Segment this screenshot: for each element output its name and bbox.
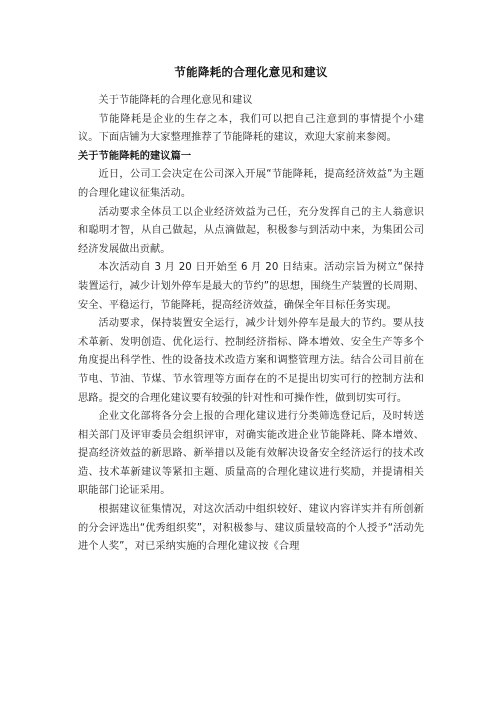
- document-title: 节能降耗的合理化意见和建议: [174, 65, 328, 79]
- paragraph-subtitle: 关于节能降耗的合理化意见和建议: [98, 95, 253, 106]
- paragraph-intro: 节能降耗是企业的生存之本，我们可以把自己注意到的事情提个小建议。下面店铺为大家整理推荐了节能降耗的建议，欢迎大家前来参阅。: [78, 113, 424, 144]
- paragraph-activity-period: 本次活动自 3 月 20 日开始至 6 月 20 日结束。活动宗旨为树立“保持装置运行，减少计划外停车是最大的节约”的思想，围绕生产装置的长周期、安全、平稳运行，节能降耗，提高经济效益，确保全年目标任务实现。: [78, 262, 424, 311]
- section-heading: 关于节能降耗的建议篇一: [78, 150, 192, 162]
- paragraph-activity-notice: 近日，公司工会决定在公司深入开展“节能降耗，提高经济效益”为主题的合理化建议征集活动。: [78, 169, 424, 199]
- paragraph-review-process: 企业文化部将各分会上报的合理化建议进行分类筛选登记后，及时转送相关部门及评审委员会组织评审，对确实能改进企业节能降耗、降本增效、提高经济效益的新思路、新举措以及能有效解决设备安全经济运行的技术改造、技术革新建议等紧扣主题、质量高的合理化建议进行奖励，并提请相关职能部门论证采用。: [78, 411, 424, 497]
- paragraph-awards: 根据建议征集情况，对这次活动中组织较好、建议内容详实并有所创新的分会评选出“优秀组织奖”，对积极参与、建议质量较高的个人授予“活动先进个人奖”，对已采纳实施的合理化建议按《合理: [78, 504, 424, 553]
- paragraph-activity-requirements: 活动要求全体员工以企业经济效益为己任，充分发挥自己的主人翁意识和聪明才智，从自己做起，从点滴做起，积极参与到活动中来，为集团公司经济发展做出贡献。: [78, 206, 424, 255]
- paragraph-detailed-requirements: 活动要求，保持装置安全运行，减少计划外停车是最大的节约。要从技术革新、发明创造、优化运行、控制经济指标、降本增效、安全生产等多个角度提出科学性、性的设备技术改造方案和调整管理方法。结合公司目前在节电、节油、节煤、节水管理等方面存在的不足提出切实可行的控制方法和思路。提交的合理化建议要有较强的针对性和可操作性，做到切实可行。: [78, 318, 424, 404]
